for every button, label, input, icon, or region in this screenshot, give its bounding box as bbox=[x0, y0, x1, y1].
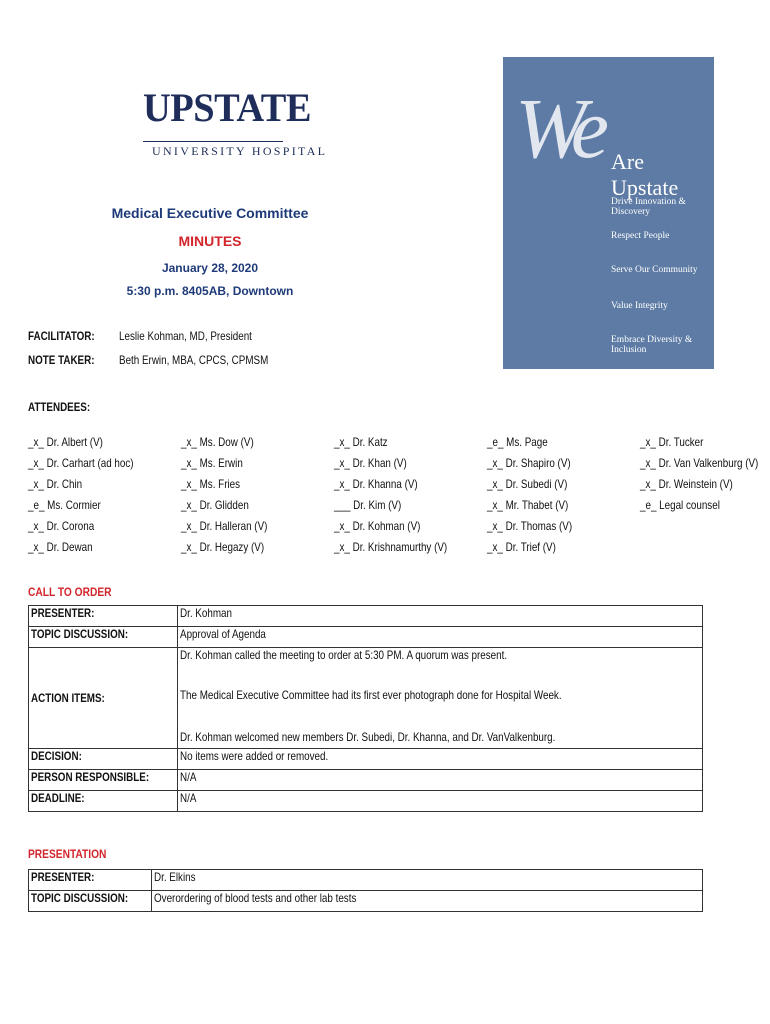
attendee: _x_ Dr. Glidden bbox=[181, 498, 249, 512]
decision-label: DECISION: bbox=[29, 749, 178, 770]
we-are-upstate-banner bbox=[503, 57, 714, 369]
attendee: _x_ Dr. Dewan bbox=[28, 540, 93, 554]
facilitator-label: FACILITATOR: bbox=[28, 329, 95, 343]
logo-subtitle: UNIVERSITY HOSPITAL bbox=[152, 144, 328, 158]
presenter-label: PRESENTER: bbox=[29, 870, 152, 891]
table-row bbox=[29, 627, 703, 648]
action-items-value bbox=[178, 648, 703, 749]
attendee: _x_ Dr. Hegazy (V) bbox=[181, 540, 265, 554]
document-title: Medical Executive Committee bbox=[111, 205, 309, 221]
banner-we-script: We bbox=[515, 80, 601, 176]
call-to-order-heading: CALL TO ORDER bbox=[28, 585, 112, 599]
person-responsible-value: N/A bbox=[178, 770, 703, 791]
attendee: _x_ Dr. Albert (V) bbox=[28, 435, 103, 449]
banner-value: Embrace Diversity & Inclusion bbox=[611, 335, 693, 355]
attendee: _x_ Dr. Shapiro (V) bbox=[487, 456, 571, 470]
facilitator-value: Leslie Kohman, MD, President bbox=[119, 329, 252, 343]
meeting-date: January 28, 2020 bbox=[161, 261, 259, 275]
decision-value: No items were added or removed. bbox=[178, 749, 703, 770]
banner-value: Serve Our Community bbox=[611, 265, 698, 275]
action-item: Dr. Kohman welcomed new members Dr. Subedi, Dr. Khanna, and Dr. VanValkenburg. bbox=[180, 730, 556, 744]
attendee: _x_ Dr. Thomas (V) bbox=[487, 519, 573, 533]
deadline-label: DEADLINE: bbox=[29, 791, 178, 812]
table-row bbox=[29, 606, 703, 627]
attendee: _x_ Dr. Khan (V) bbox=[334, 456, 407, 470]
presentation-heading: PRESENTATION bbox=[28, 847, 107, 861]
attendee: _x_ Dr. Halleran (V) bbox=[181, 519, 268, 533]
action-item: The Medical Executive Committee had its first ever photograph done for Hospital Week. bbox=[180, 688, 562, 702]
note-taker-value: Beth Erwin, MBA, CPCS, CPMSM bbox=[119, 353, 269, 367]
attendee: _x_ Ms. Dow (V) bbox=[181, 435, 254, 449]
banner-value: Value Integrity bbox=[611, 301, 668, 311]
attendees-column bbox=[28, 432, 157, 558]
person-responsible-label: PERSON RESPONSIBLE: bbox=[29, 770, 178, 791]
attendee: _x_ Ms. Erwin bbox=[181, 456, 243, 470]
attendee: ___ Dr. Kim (V) bbox=[334, 498, 402, 512]
note-taker-label: NOTE TAKER: bbox=[28, 353, 95, 367]
topic-label: TOPIC DISCUSSION: bbox=[29, 891, 152, 912]
table-row bbox=[29, 749, 703, 770]
attendee: _x_ Dr. Chin bbox=[28, 477, 83, 491]
action-item: Dr. Kohman called the meeting to order at 5:30 PM. A quorum was present. bbox=[180, 648, 508, 662]
attendees-column bbox=[640, 432, 770, 516]
attendee: _x_ Dr. Trief (V) bbox=[487, 540, 556, 554]
presenter-value: Dr. Elkins bbox=[152, 870, 703, 891]
attendee: _x_ Dr. Kohman (V) bbox=[334, 519, 421, 533]
meeting-time-location: 5:30 p.m. 8405AB, Downtown bbox=[126, 284, 294, 298]
attendee: _x_ Dr. Carhart (ad hoc) bbox=[28, 456, 134, 470]
deadline-value: N/A bbox=[178, 791, 703, 812]
topic-label: TOPIC DISCUSSION: bbox=[29, 627, 178, 648]
action-items-label: ACTION ITEMS: bbox=[29, 648, 178, 749]
attendee: _x_ Dr. Van Valkenburg (V) bbox=[640, 456, 759, 470]
attendees-label: ATTENDEES: bbox=[28, 400, 91, 414]
presentation-table bbox=[28, 869, 703, 912]
attendee: _e_ Legal counsel bbox=[640, 498, 720, 512]
topic-value: Overordering of blood tests and other lab tests bbox=[152, 891, 703, 912]
banner-are-upstate: Are Upstate bbox=[611, 149, 679, 200]
upstate-logo: UPSTATE bbox=[143, 85, 312, 130]
attendee: _e_ Ms. Cormier bbox=[28, 498, 101, 512]
attendees-column bbox=[487, 432, 591, 558]
presenter-label: PRESENTER: bbox=[29, 606, 178, 627]
table-row bbox=[29, 891, 703, 912]
table-row bbox=[29, 791, 703, 812]
attendee: _e_ Ms. Page bbox=[487, 435, 548, 449]
minutes-heading: MINUTES bbox=[178, 233, 242, 249]
presenter-value: Dr. Kohman bbox=[178, 606, 703, 627]
attendee: _x_ Mr. Thabet (V) bbox=[487, 498, 569, 512]
attendees-column bbox=[334, 432, 472, 558]
topic-value: Approval of Agenda bbox=[178, 627, 703, 648]
attendee: _x_ Dr. Tucker bbox=[640, 435, 704, 449]
logo-divider bbox=[143, 141, 283, 142]
banner-value: Drive Innovation & Discovery bbox=[611, 197, 686, 217]
attendee: _x_ Dr. Subedi (V) bbox=[487, 477, 568, 491]
table-row bbox=[29, 770, 703, 791]
attendee: _x_ Dr. Katz bbox=[334, 435, 388, 449]
table-row bbox=[29, 648, 703, 749]
attendee: _x_ Ms. Fries bbox=[181, 477, 241, 491]
attendee: _x_ Dr. Weinstein (V) bbox=[640, 477, 733, 491]
table-row bbox=[29, 870, 703, 891]
attendees-column bbox=[181, 432, 286, 558]
banner-value: Respect People bbox=[611, 231, 670, 241]
attendee: _x_ Dr. Krishnamurthy (V) bbox=[334, 540, 448, 554]
attendee: _x_ Dr. Corona bbox=[28, 519, 95, 533]
attendee: _x_ Dr. Khanna (V) bbox=[334, 477, 418, 491]
call-to-order-table bbox=[28, 605, 703, 812]
